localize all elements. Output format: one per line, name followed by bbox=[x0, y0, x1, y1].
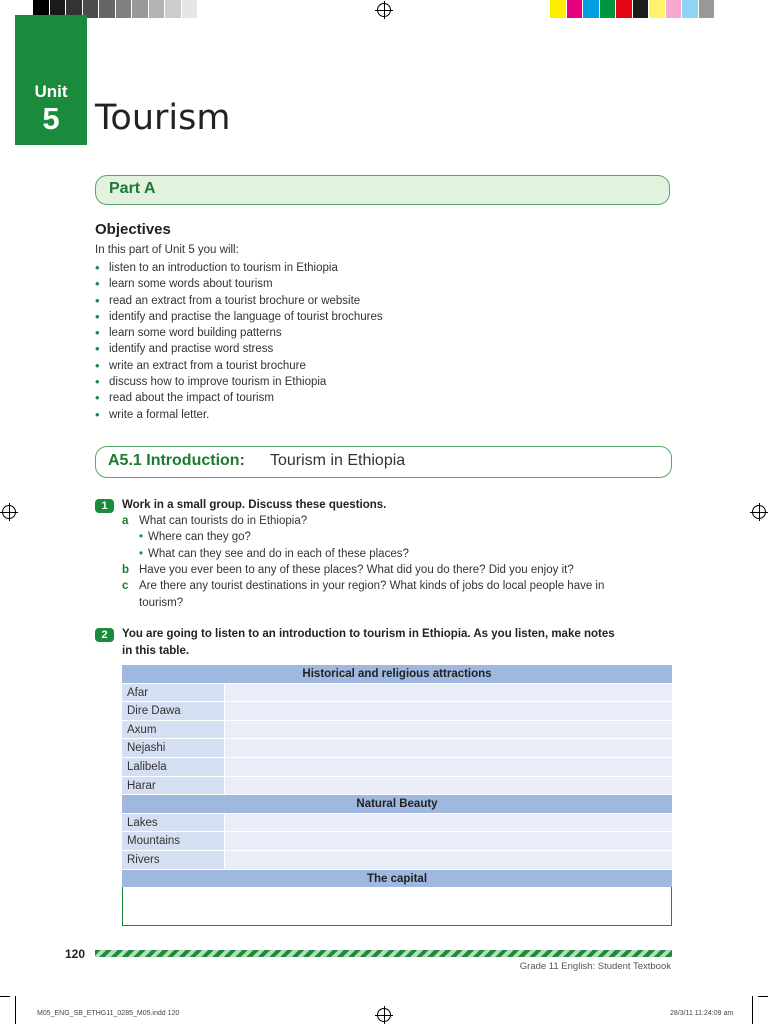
part-banner bbox=[95, 175, 670, 205]
capital-notes-box[interactable] bbox=[122, 887, 672, 926]
crop-mark bbox=[752, 996, 753, 1024]
list-item: • write a formal letter. bbox=[95, 407, 383, 423]
list-item: • identify and practise the language of tourist brochures bbox=[95, 309, 383, 325]
footer-divider bbox=[95, 950, 672, 957]
crop-mark bbox=[758, 996, 768, 997]
color-swatch bbox=[149, 0, 166, 18]
notes-cell[interactable] bbox=[225, 814, 672, 832]
task-instruction: Work in a small group. Discuss these questions. bbox=[122, 499, 387, 511]
color-swatch-bar bbox=[550, 0, 715, 18]
crop-mark bbox=[0, 996, 10, 997]
row-label: Lalibela bbox=[122, 758, 225, 776]
color-swatch bbox=[132, 0, 149, 18]
table-row bbox=[122, 721, 672, 740]
row-label: Mountains bbox=[122, 832, 225, 850]
notes-cell[interactable] bbox=[225, 684, 672, 702]
table-row bbox=[122, 758, 672, 777]
row-label: Afar bbox=[122, 684, 225, 702]
list-item: • discuss how to improve tourism in Ethiopia bbox=[95, 374, 383, 390]
table-row bbox=[122, 684, 672, 703]
notes-cell[interactable] bbox=[225, 777, 672, 795]
table-header: The capital bbox=[122, 870, 672, 889]
sub-question: • What can they see and do in each of these places? bbox=[139, 548, 409, 560]
notes-cell[interactable] bbox=[225, 832, 672, 850]
color-swatch bbox=[699, 0, 716, 18]
table-row bbox=[122, 832, 672, 851]
book-title: Grade 11 English: Student Textbook bbox=[519, 961, 671, 972]
notes-cell[interactable] bbox=[225, 721, 672, 739]
notes-cell[interactable] bbox=[225, 739, 672, 757]
question-text: What can tourists do in Ethiopia? bbox=[139, 515, 308, 527]
objectives-heading: Objectives bbox=[95, 221, 171, 238]
objectives-list bbox=[95, 260, 383, 423]
question-text: Have you ever been to any of these places? What did you do there? Did you enjoy it? bbox=[139, 564, 574, 576]
color-swatch bbox=[165, 0, 182, 18]
registration-mark-top bbox=[377, 3, 391, 17]
table-row bbox=[122, 851, 672, 870]
notes-table bbox=[122, 665, 672, 888]
row-label: Harar bbox=[122, 777, 225, 795]
list-item: • read about the impact of tourism bbox=[95, 390, 383, 406]
color-swatch bbox=[583, 0, 600, 18]
row-label: Nejashi bbox=[122, 739, 225, 757]
color-swatch bbox=[616, 0, 633, 18]
question-text: tourism? bbox=[139, 597, 184, 609]
list-item: • read an extract from a tourist brochure or website bbox=[95, 293, 383, 309]
registration-mark-bottom bbox=[377, 1008, 391, 1022]
color-swatch bbox=[198, 0, 215, 18]
table-row bbox=[122, 739, 672, 758]
notes-cell[interactable] bbox=[225, 851, 672, 869]
table-header: Natural Beauty bbox=[122, 795, 672, 814]
unit-label: Unit bbox=[34, 82, 68, 101]
crop-mark bbox=[15, 996, 16, 1024]
section-number: A5.1 Introduction: bbox=[108, 452, 245, 469]
row-label: Axum bbox=[122, 721, 225, 739]
registration-mark-left bbox=[2, 505, 16, 519]
list-item: • learn some word building patterns bbox=[95, 325, 383, 341]
row-label: Lakes bbox=[122, 814, 225, 832]
color-swatch bbox=[649, 0, 666, 18]
table-row bbox=[122, 702, 672, 721]
row-label: Rivers bbox=[122, 851, 225, 869]
task-number-badge: 2 bbox=[95, 628, 114, 642]
color-swatch bbox=[600, 0, 617, 18]
color-swatch bbox=[550, 0, 567, 18]
registration-mark-right bbox=[752, 505, 766, 519]
task-number-badge: 1 bbox=[95, 499, 114, 513]
table-header: Historical and religious attractions bbox=[122, 665, 672, 684]
list-item: • write an extract from a tourist brochure bbox=[95, 358, 383, 374]
notes-cell[interactable] bbox=[225, 702, 672, 720]
objectives-intro: In this part of Unit 5 you will: bbox=[95, 244, 239, 256]
color-swatch bbox=[666, 0, 683, 18]
sub-question: • Where can they go? bbox=[139, 531, 251, 543]
table-row bbox=[122, 777, 672, 796]
page-number: 120 bbox=[65, 947, 86, 961]
color-swatch bbox=[682, 0, 699, 18]
list-item: • identify and practise word stress bbox=[95, 341, 383, 357]
question-text: Are there any tourist destinations in your region? What kinds of jobs do local people have in bbox=[139, 580, 605, 592]
timestamp-slug: 28/3/11 11:24:09 am bbox=[670, 1010, 734, 1017]
color-swatch bbox=[182, 0, 199, 18]
notes-cell[interactable] bbox=[225, 758, 672, 776]
table-row bbox=[122, 814, 672, 833]
task-instruction: You are going to listen to an introduction to tourism in Ethiopia. As you listen, make notes bbox=[122, 628, 615, 640]
row-label: Dire Dawa bbox=[122, 702, 225, 720]
part-label: Part A bbox=[109, 180, 156, 197]
unit-badge bbox=[15, 15, 87, 145]
color-swatch bbox=[567, 0, 584, 18]
color-swatch bbox=[116, 0, 133, 18]
item-letter: a bbox=[122, 515, 129, 527]
item-letter: b bbox=[122, 564, 130, 576]
file-slug: M05_ENG_SB_ETHG11_0285_M05.indd 120 bbox=[37, 1010, 180, 1017]
item-letter: c bbox=[122, 580, 129, 592]
section-subtitle: Tourism in Ethiopia bbox=[270, 452, 406, 469]
list-item: • learn some words about tourism bbox=[95, 276, 383, 292]
page-title: Tourism bbox=[95, 98, 231, 138]
color-swatch bbox=[633, 0, 650, 18]
list-item: • listen to an introduction to tourism in Ethiopia bbox=[95, 260, 383, 276]
color-swatch bbox=[99, 0, 116, 18]
section-banner bbox=[95, 446, 672, 478]
task-instruction: in this table. bbox=[122, 645, 190, 657]
unit-number: 5 bbox=[42, 101, 60, 136]
